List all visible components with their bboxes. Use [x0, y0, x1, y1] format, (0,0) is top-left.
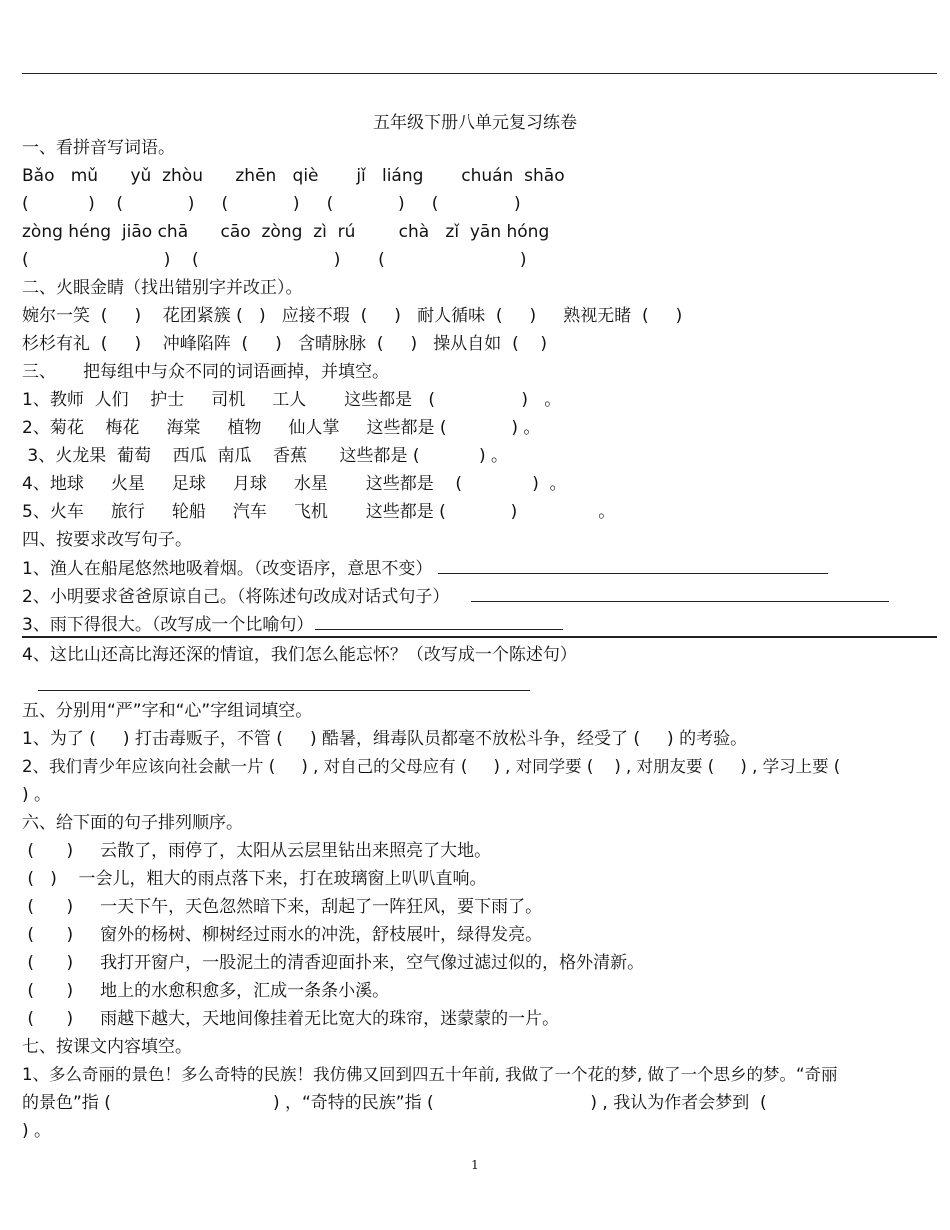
top-rule: [22, 73, 937, 74]
section-4-heading: 四、按要求改写句子。: [22, 530, 192, 550]
section-1-heading: 一、看拼音写词语。: [22, 138, 175, 158]
answer-blank-4[interactable]: [38, 676, 530, 691]
order-item-7: ( ) 雨越下越大，天地间像挂着无比宽大的珠帘，迷蒙蒙的一片。: [22, 1009, 560, 1029]
order-item-5: ( ) 我打开窗户，一股泥土的清香迎面扑来，空气像过滤过似的，格外清新。: [22, 953, 645, 973]
answer-blank-2[interactable]: [471, 585, 889, 602]
rewrite-item-3: [22, 613, 563, 636]
group-item-5: 5、火车 旅行 轮船 汽车 飞机 这些都是 ( ) 。: [22, 502, 616, 522]
answer-brackets-row-1: ( ) ( ) ( ) ( ) ( ): [22, 194, 521, 214]
order-item-4: ( ) 窗外的杨树、柳树经过雨水的冲洗，舒枝展叶，绿得发亮。: [22, 925, 543, 945]
rewrite-item-1: [22, 557, 828, 580]
order-item-1: ( ) 云散了，雨停了，太阳从云层里钻出来照亮了大地。: [22, 841, 492, 861]
fill-item-2: 2、我们青少年应该向社会献一片 ( ) , 对自己的父母应有 ( ) , 对同学要 ( ) , 对朋友要 ( ) , 学习上要 (: [22, 757, 841, 776]
rewrite-item-1-text: 1、渔人在船尾悠然地吸着烟。（改变语序，意思不变）: [22, 559, 433, 579]
group-item-2: 2、菊花 梅花 海棠 植物 仙人掌 这些都是 ( ) 。: [22, 418, 541, 438]
fill-item-1: 1、为了 ( ) 打击毒贩子，不管 ( ) 酷暑，缉毒队员都毫不放松斗争，经受了 ( ) 的考验。: [22, 729, 748, 749]
text-fill-item-1: 1、多么奇丽的景色！多么奇特的民族！我仿佛又回到四五十年前, 我做了一个花的梦, 做了一个思乡的梦。“奇丽: [22, 1065, 838, 1084]
section-6-heading: 六、给下面的句子排列顺序。: [22, 813, 243, 833]
rewrite-item-2: [22, 585, 889, 608]
typo-row-1: 婉尔一笑 ( ) 花团紧簇 ( ) 应接不瑕 ( ) 耐人循味 ( ) 熟视无睹 ( ): [22, 306, 683, 326]
order-item-2: ( ) 一会儿，粗大的雨点落下来，打在玻璃窗上叭叭直响。: [22, 869, 487, 889]
order-item-3: ( ) 一天下午，天色忽然暗下来，刮起了一阵狂风，要下雨了。: [22, 897, 543, 917]
page-number: 1: [471, 1158, 479, 1172]
fill-item-2-cont: ) 。: [22, 785, 52, 805]
text-fill-item-1-cont: 的景色”指 ( ) ，“奇特的民族”指 ( ) , 我认为作者会梦到 (: [22, 1093, 767, 1113]
section-2-heading: 二、火眼金睛（找出错别字并改正）。: [22, 278, 303, 298]
section-3-heading: 三、 把每组中与众不同的词语画掉，并填空。: [22, 362, 390, 382]
group-item-1: 1、教师 人们 护士 司机 工人 这些都是 ( ) 。: [22, 390, 562, 410]
section-7-heading: 七、按课文内容填空。: [22, 1037, 192, 1057]
pinyin-row-2: zòng héng jiāo chā cāo zòng zì rú chà zǐ yān hóng: [22, 222, 550, 242]
answer-blank-3[interactable]: [315, 613, 563, 630]
rewrite-item-3-text: 3、雨下得很大。（改写成一个比喻句）: [22, 615, 314, 635]
rewrite-item-4: 4、这比山还高比海还深的情谊，我们怎么能忘怀？（改写成一个陈述句）: [22, 645, 577, 665]
page-title: 五年级下册八单元复习练卷: [373, 113, 577, 133]
order-item-6: ( ) 地上的水愈积愈多，汇成一条条小溪。: [22, 981, 390, 1001]
section-divider: [22, 636, 937, 638]
text-fill-item-1-end: ) 。: [22, 1121, 52, 1141]
group-item-4: 4、地球 火星 足球 月球 水星 这些都是 ( ) 。: [22, 474, 567, 494]
answer-blank-1[interactable]: [438, 557, 828, 574]
rewrite-item-2-text: 2、小明要求爸爸原谅自己。（将陈述句改成对话式句子）: [22, 587, 450, 607]
section-5-heading: 五、分别用“严”字和“心”字组词填空。: [22, 701, 313, 721]
typo-row-2: 杉杉有礼 ( ) 冲峰陷阵 ( ) 含晴脉脉 ( ) 操从自如 ( ): [22, 334, 547, 354]
pinyin-row-1: Bǎo mǔ yǔ zhòu zhēn qiè jǐ liáng chuán shāo: [22, 166, 565, 186]
answer-brackets-row-2: ( ) ( ) ( ): [22, 250, 527, 270]
group-item-3: 3、火龙果 葡萄 西瓜 南瓜 香蕉 这些都是 ( ) 。: [22, 446, 509, 466]
